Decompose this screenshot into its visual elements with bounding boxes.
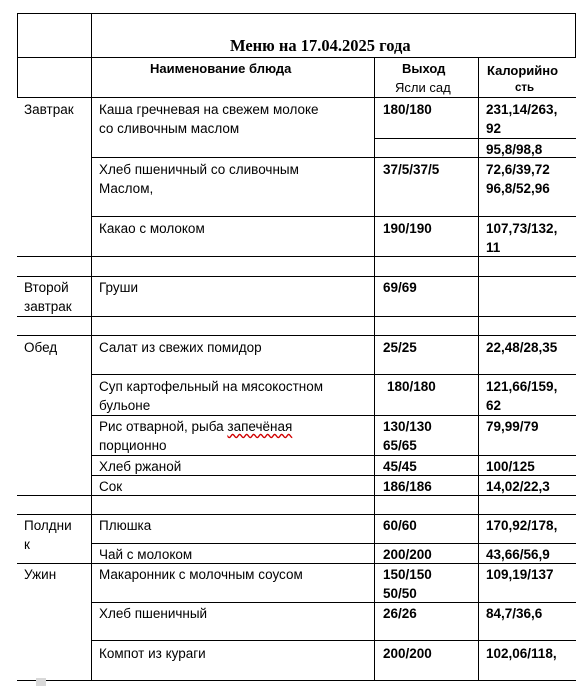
dish-yield: 186/186	[383, 479, 432, 494]
dish-calories: 107,73/132,	[486, 221, 558, 236]
meal-snack-line2: к	[24, 537, 30, 552]
dish-yield: 69/69	[383, 280, 417, 295]
dish-yield: 45/45	[383, 459, 417, 474]
dish-name: Хлеб ржаной	[99, 459, 182, 474]
dish-name	[99, 417, 292, 437]
dish-yield: 50/50	[383, 586, 417, 601]
dish-yield: 65/65	[383, 438, 417, 453]
dish-name: Маслом,	[99, 181, 154, 196]
spellcheck-word: запечёная	[227, 419, 293, 434]
header-yield-sub: Ясли сад	[395, 80, 451, 95]
header-dish-name: Наименование блюда	[150, 61, 292, 76]
dish-yield: 180/180	[383, 102, 432, 117]
dish-yield: 60/60	[383, 518, 417, 533]
dish-name: Каша гречневая на свежем молоке	[99, 102, 319, 117]
dish-calories: 72,6/39,72	[486, 162, 550, 177]
dish-calories: 14,02/22,3	[486, 479, 550, 494]
dish-calories: 95,8/98,8	[486, 142, 543, 157]
dish-name: Плюшка	[99, 518, 152, 533]
dish-calories: 121,66/159,	[486, 379, 558, 394]
dish-name: Какао с молоком	[99, 221, 205, 236]
dish-name: Компот из кураги	[99, 646, 206, 661]
dish-yield: 25/25	[383, 340, 417, 355]
dish-calories: 102,06/118,	[486, 646, 557, 661]
meal-breakfast: Завтрак	[24, 102, 74, 117]
meal-second-breakfast-line2: завтрак	[24, 299, 72, 314]
meal-dinner: Ужин	[24, 567, 57, 582]
dish-name: Макаронник с молочным соусом	[99, 567, 303, 582]
page-title: Меню на 17.04.2025 года	[230, 36, 411, 55]
dish-yield: 130/130	[383, 419, 432, 434]
dish-calories: 109,19/137	[486, 567, 554, 582]
dish-calories: 22,48/28,35	[486, 340, 558, 355]
dish-name: Хлеб пшеничный со сливочным	[99, 162, 299, 177]
dish-name: со сливочным маслом	[99, 121, 240, 136]
dish-calories: 11	[486, 240, 501, 255]
dish-name: Сок	[99, 479, 123, 494]
dish-calories: 100/125	[486, 459, 535, 474]
dish-name: Хлеб пшеничный	[99, 606, 208, 621]
dish-name: Салат из свежих помидор	[99, 340, 262, 355]
dish-calories: 96,8/52,96	[486, 181, 550, 196]
dish-calories: 79,99/79	[486, 419, 539, 434]
dish-name: Чай с молоком	[99, 547, 193, 562]
dish-calories: 170,92/178,	[486, 518, 558, 533]
dish-yield: 37/5/37/5	[383, 162, 440, 177]
dish-calories: 84,7/36,6	[486, 606, 543, 621]
dish-name: Груши	[99, 280, 139, 295]
dish-yield: 180/180	[387, 379, 436, 394]
dish-calories: 92	[486, 121, 502, 136]
header-calories-line2: сть	[515, 82, 535, 94]
meal-second-breakfast-line1: Второй	[24, 280, 69, 295]
dish-name: бульоне	[99, 398, 151, 413]
scan-artifact	[36, 678, 46, 686]
meal-snack-line1: Полдни	[24, 518, 72, 533]
dish-calories: 62	[486, 398, 502, 413]
dish-calories: 43,66/56,9	[486, 547, 550, 562]
dish-yield: 150/150	[383, 567, 432, 582]
dish-yield: 200/200	[383, 547, 432, 562]
dish-calories: 231,14/263,	[486, 102, 558, 117]
dish-yield: 190/190	[383, 221, 432, 236]
dish-yield: 200/200	[383, 646, 432, 661]
dish-name-part: Рис отварной, рыба	[99, 419, 228, 434]
dish-name: Суп картофельный на мясокостном	[99, 379, 324, 394]
dish-name: порционно	[99, 438, 167, 453]
header-calories-line1: Калорийно	[487, 63, 559, 78]
header-yield: Выход	[402, 61, 446, 76]
dish-yield: 26/26	[383, 606, 417, 621]
meal-lunch: Обед	[24, 340, 58, 355]
